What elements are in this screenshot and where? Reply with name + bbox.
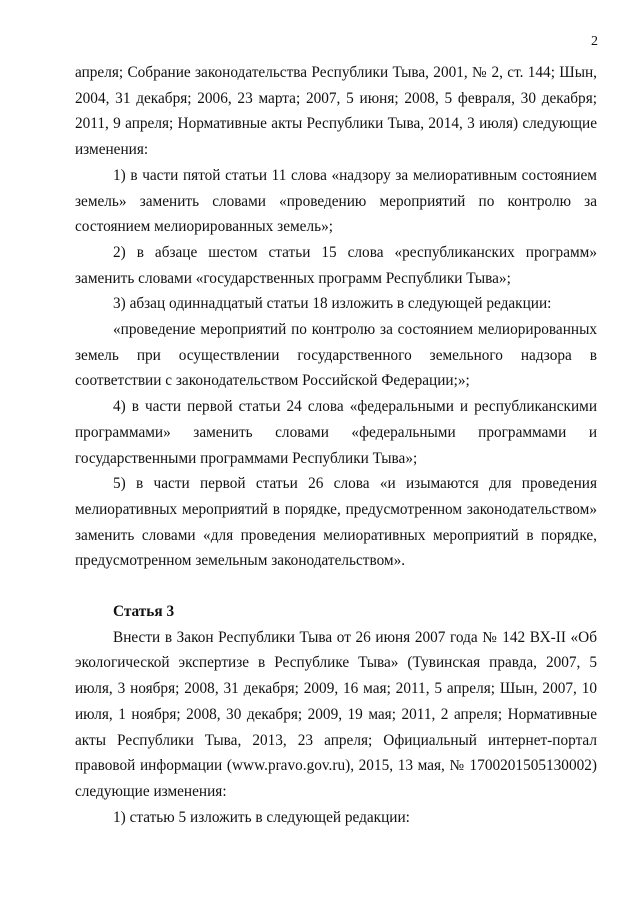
paragraph-item-2: 2) в абзаце шестом статьи 15 слова «республиканских программ» заменить словами «государственных программ Республики Тыва»; <box>75 243 597 287</box>
paragraph-item-5: 5) в части первой статьи 26 слова «и изымаются для проведения мелиоративных мероприятий в порядке, предусмотренном законодательством» заменить словами «для проведения мелиоративных мероприятий в порядке, предусмотренном земельным законодательством». <box>75 475 597 570</box>
paragraph-quote: «проведение мероприятий по контролю за состоянием мелиорированных земель при осуществлении государственного земельного надзора в соответствии с законодательством Российской Федерации;»; <box>75 321 597 390</box>
paragraph-continuation: апреля; Собрание законодательства Республики Тыва, 2001, № 2, ст. 144; Шын, 2004, 31 декабря; 2006, 23 марта; 2007, 5 июня; 2008, 5 февраля, 30 декабря; 2011, 9 апреля; Нормативные акты Республики Тыва, 2014, 3 июля) следующие изменения: <box>75 64 597 159</box>
document-body <box>75 60 597 830</box>
paragraph-article-3-intro: Внести в Закон Республики Тыва от 26 июня 2007 года № 142 ВХ-II «Об экологической экспертизе в Республике Тыва» (Тувинская правда, 2007, 5 июля, 3 ноября; 2008, 31 декабря; 2009, 16 мая; 2011, 5 апреля; Шын, 2007, 10 июля, 1 ноября; 2008, 30 декабря; 2009, 19 мая; 2011, 2 апреля; Нормативные акты Республики Тыва, 2013, 23 апреля; Официальный интернет-портал правовой информации (www.pravo.gov.ru), 2015, 13 мая, № 1700201505130002) следующие изменения: <box>75 628 597 800</box>
paragraph-article-3-item-1: 1) статью 5 изложить в следующей редакции: <box>113 808 410 826</box>
paragraph-item-1: 1) в части пятой статьи 11 слова «надзору за мелиоративным состоянием земель» заменить словами «проведению мероприятий по контролю за состоянием мелиорированных земель»; <box>75 166 597 236</box>
paragraph-item-4: 4) в части первой статьи 24 слова «федеральными и республиканскими программами» заменить словами «федеральными программами и государственными программами Республики Тыва»; <box>75 398 597 467</box>
paragraph-item-3: 3) абзац одиннадцатый статьи 18 изложить в следующей редакции: <box>113 295 552 313</box>
page-number: 2 <box>591 34 598 49</box>
article-heading: Статья 3 <box>113 603 175 621</box>
